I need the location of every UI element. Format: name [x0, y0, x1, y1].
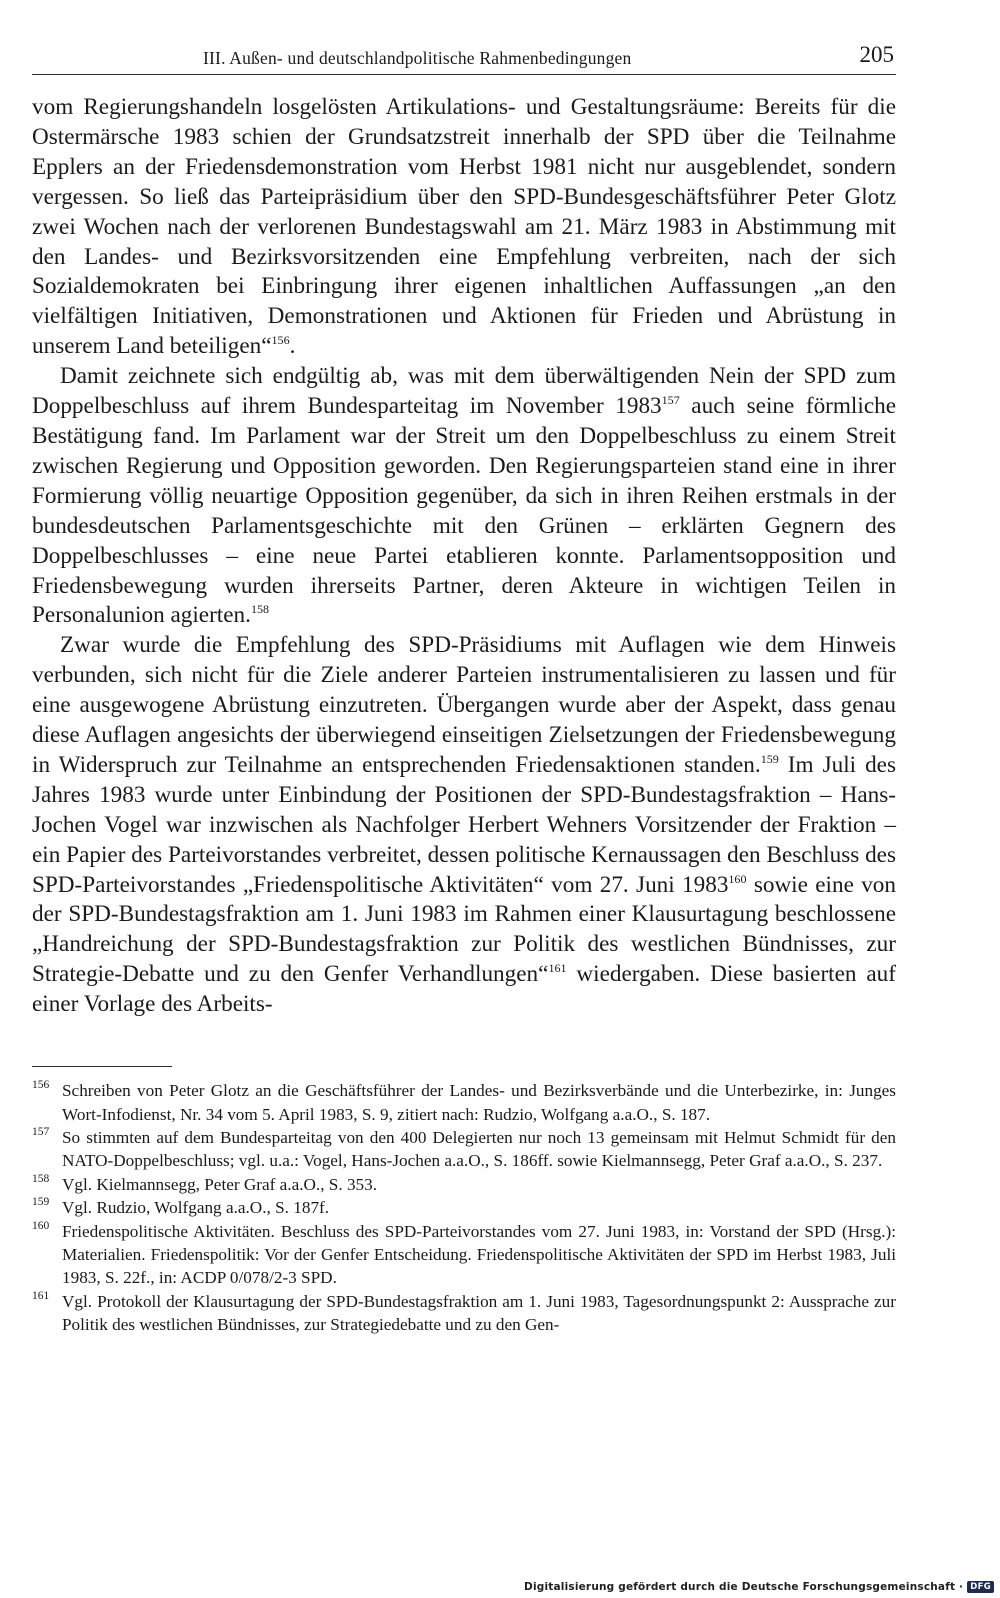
footnote	[32, 1126, 896, 1173]
footnote-text: Vgl. Rudzio, Wolfgang a.a.O., S. 187f.	[62, 1198, 330, 1218]
footnote-number: 156	[32, 1079, 50, 1092]
footnotes	[32, 1079, 896, 1336]
dfg-logo: DFG	[967, 1581, 994, 1593]
paragraph-text: .	[289, 333, 296, 360]
running-title: III. Außen- und deutschlandpolitische Rahmenbedingungen	[203, 48, 632, 68]
funding-notice	[524, 1581, 994, 1593]
footnote	[32, 1196, 896, 1219]
paragraph-text: Damit zeichnete sich endgültig ab, was mit dem überwältigenden Nein der SPD zum Doppelbeschluss auf ihrem Bundesparteitag im November 1983	[32, 363, 896, 420]
footnote-number: 159	[32, 1196, 50, 1209]
paragraph-text: Im Juli des Jahres 1983 wurde unter Einbindung der Positionen der SPD-Bundestagsfraktion – Hans-Jochen Vogel war inzwischen als Nachfolger Herbert Wehners Vorsitzender der Fraktion – ein Papier des Parteivorstandes verbreitet, dessen politische Kernaussagen den Beschluss des SPD-Parteivorstandes „Friedenspolitische Aktivitäten“ vom 27. Juni 1983	[32, 751, 897, 898]
paragraph	[32, 93, 896, 362]
book-page	[32, 40, 896, 1337]
funding-text: Digitalisierung gefördert durch die Deutsche Forschungsgemeinschaft ·	[524, 1581, 964, 1593]
paragraph-text: vom Regierungshandeln losgelösten Artikulations- und Gestaltungsräume: Bereits für die Ostermärsche 1983 schien der Grundsatzstreit innerhalb der SPD über die Teilnahme Epplers an der Friedensdemonstration vom Herbst 1981 nicht nur ausgeblendet, sondern vergessen. So ließ das Parteipräsidium über den SPD-Bundesgeschäftsführer Peter Glotz zwei Wochen nach der verlorenen Bundestagswahl am 21. März 1983 in Abstimmung mit den Landes- und Bezirksvorsitzenden eine Empfehlung verbreiten, nach der sich Sozialdemokraten bei Einbringung ihrer eigenen inhaltlichen Auffassungen „an den vielfältigen Initiativen, Demonstrationen und Aktionen für Frieden und Abrüstung in unserem Land beteiligen“	[32, 94, 896, 360]
paragraph	[32, 631, 896, 1020]
footnote-text: Vgl. Kielmannsegg, Peter Graf a.a.O., S. 353.	[62, 1174, 378, 1194]
footnote-text: Schreiben von Peter Glotz an die Geschäftsführer der Landes- und Bezirksverbände und die Unterbezirke, in: Junges Wort-Infodienst, Nr. 34 vom 5. April 1983, S. 9, zitiert nach: Rudzio, Wolfgang a.a.O., S. 187.	[62, 1081, 896, 1124]
footnote-divider	[32, 1066, 172, 1067]
footnote-ref[interactable]: 157	[661, 393, 680, 408]
footnote	[32, 1220, 896, 1290]
footnote-number: 158	[32, 1172, 50, 1185]
footnote-ref[interactable]: 160	[728, 871, 747, 886]
main-text	[32, 93, 896, 1020]
footnote	[32, 1290, 896, 1337]
footnote	[32, 1079, 896, 1126]
paragraph	[32, 362, 896, 631]
paragraph-text: Zwar wurde die Empfehlung des SPD-Präsidiums mit Auflagen wie dem Hinweis verbunden, sich nicht für die Ziele anderer Parteien instrumentalisieren zu lassen und für eine ausgewogene Abrüstung einzutreten. Übergangen wurde aber der Aspekt, dass genau diese Auflagen angesichts der überwiegend einseitigen Zielsetzungen der Friedensbewegung in Widerspruch zur Teilnahme an entsprechenden Friedensaktionen standen.	[32, 632, 896, 778]
paragraph-text: wiedergaben. Diese basierten auf einer Vorlage des Arbeits-	[32, 961, 896, 1018]
footnote-text: Friedenspolitische Aktivitäten. Beschluss des SPD-Parteivorstandes vom 27. Juni 1983, in: Vorstand der SPD (Hrsg.): Materialien. Friedenspolitik: Vor der Genfer Entscheidung. Friedenspolitische Aktivitäten der SPD im Herbst 1983, Juli 1983, S. 22f., in: ACDP 0/078/2-3 SPD.	[62, 1221, 896, 1288]
footnote-text: So stimmten auf dem Bundesparteitag von den 400 Delegierten nur noch 13 gemeinsam mit Helmut Schmidt für den NATO-Doppelbeschluss; vgl. u.a.: Vogel, Hans-Jochen a.a.O., S. 186ff. sowie Kielmannsegg, Peter Graf a.a.O., S. 237.	[62, 1127, 896, 1171]
footnote-ref[interactable]: 161	[548, 961, 567, 976]
page-number: 205	[859, 42, 894, 67]
footnote-ref[interactable]: 156	[271, 333, 290, 348]
footnote-number: 161	[32, 1289, 50, 1302]
paragraph-text: sowie eine von der SPD-Bundestagsfraktion am 1. Juni 1983 im Rahmen einer Klausurtagung beschlossene „Handreichung der SPD-Bundestagsfraktion zur Politik des westlichen Bündnisses, zur Strategie-Debatte und zu den Genfer Verhandlungen“	[32, 871, 896, 988]
paragraph-text: auch seine förmliche Bestätigung fand. Im Parlament war der Streit um den Doppelbeschluss zu einem Streit zwischen Regierung und Opposition geworden. Den Regierungsparteien stand eine in ihrer Formierung völlig neuartige Opposition gegenüber, da sich in ihren Reihen erstmals in der bundesdeutschen Parlamentsgeschichte mit den Grünen – erklärten Gegnern des Doppelbeschlusses – eine neue Partei etablieren konnte. Parlamentsopposition und Friedensbewegung wurden ihrerseits Partner, deren Akteure in wichtigen Teilen in Personalunion agierten.	[32, 393, 896, 629]
footnote-ref[interactable]: 159	[760, 751, 779, 766]
running-header	[32, 40, 896, 75]
footnote-number: 157	[32, 1125, 50, 1138]
footnote-text: Vgl. Protokoll der Klausurtagung der SPD-Bundestagsfraktion am 1. Juni 1983, Tagesordnungspunkt 2: Aussprache zur Politik des westlichen Bündnisses, zur Strategiedebatte und zu den Gen-	[62, 1291, 896, 1335]
footnote	[32, 1173, 896, 1196]
footnote-number: 160	[32, 1219, 50, 1232]
footnote-ref[interactable]: 158	[250, 602, 270, 617]
